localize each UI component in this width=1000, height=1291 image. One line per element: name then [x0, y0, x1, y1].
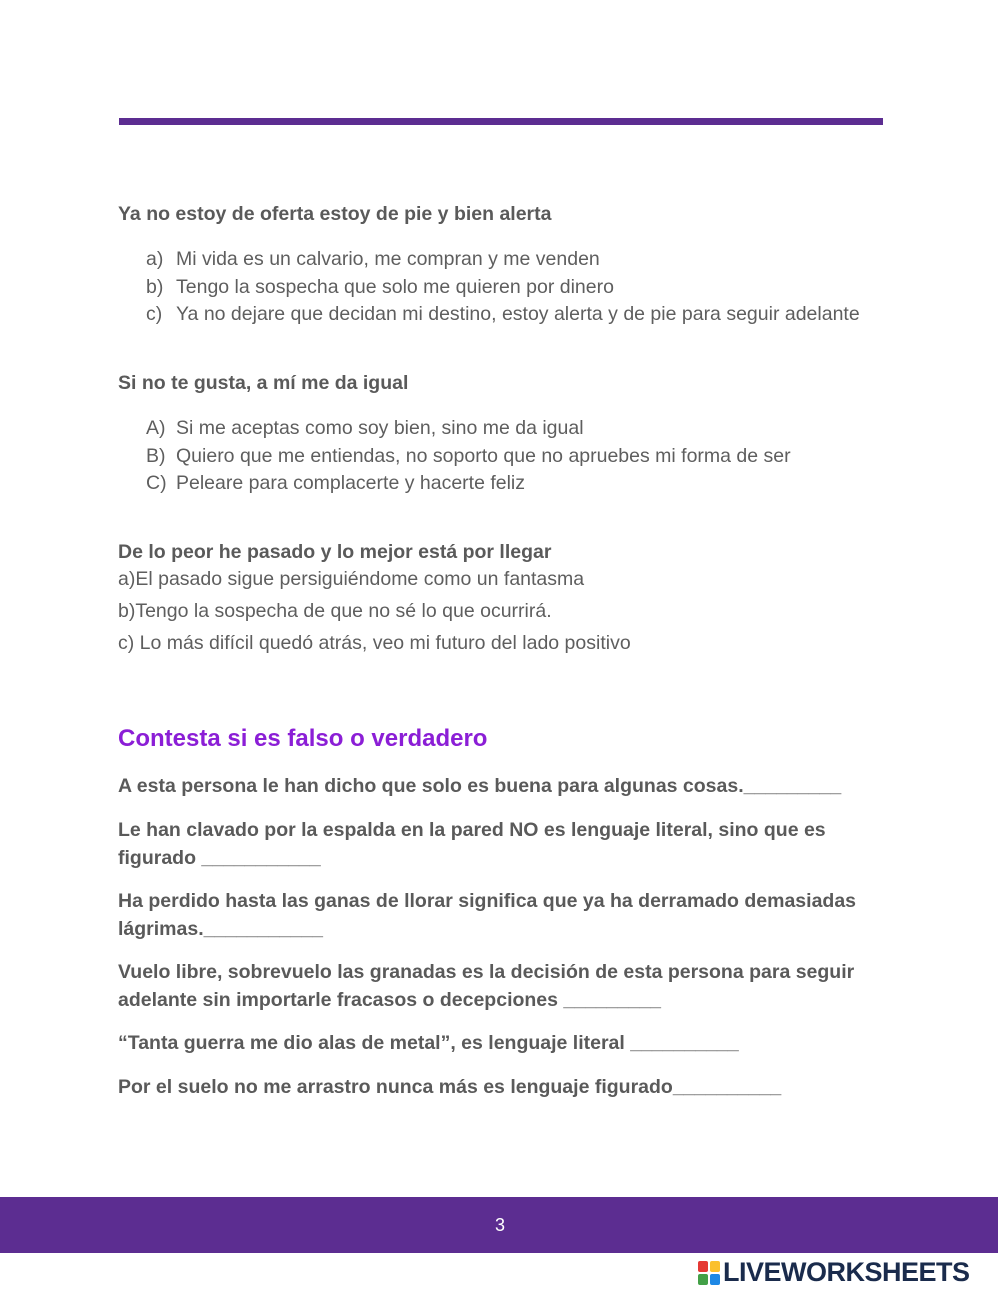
option-item: [146, 301, 866, 329]
liveworksheets-logo: [698, 1257, 970, 1288]
question-3-option-b: b)Tengo la sospecha de que no sé lo que ocurrirá.: [118, 600, 552, 622]
option-item: [146, 470, 866, 498]
question-1-title: Ya no estoy de oferta estoy de pie y bien alerta: [118, 203, 552, 225]
option-text: Peleare para complacerte y hacerte feliz: [176, 472, 526, 494]
option-item: [146, 443, 866, 471]
option-text: Mi vida es un calvario, me compran y me venden: [176, 248, 600, 270]
option-marker: B): [146, 444, 166, 467]
question-2-title: Si no te gusta, a mí me da igual: [118, 372, 409, 394]
tf-statement-5: “Tanta guerra me dio alas de metal”, es lenguaje literal __________: [118, 1032, 739, 1054]
liveworksheets-logo-icon: [698, 1261, 720, 1285]
option-item: [146, 274, 866, 302]
question-2-options: [146, 415, 866, 498]
option-text: Tengo la sospecha que solo me quieren por dinero: [176, 275, 614, 298]
tf-statement-2: Le han clavado por la espalda en la pared NO es lenguaje literal, sino que es figurado ___________: [118, 819, 826, 869]
tf-statement-1: A esta persona le han dicho que solo es buena para algunas cosas._________: [118, 775, 842, 797]
question-3-title: De lo peor he pasado y lo mejor está por llegar: [118, 541, 552, 563]
liveworksheets-logo-text: LIVEWORKSHEETS: [723, 1257, 970, 1287]
tf-statement-6: Por el suelo no me arrastro nunca más es lenguaje figurado__________: [118, 1076, 782, 1098]
top-divider: [119, 118, 883, 125]
option-marker: C): [146, 472, 167, 494]
option-marker: c): [146, 303, 163, 325]
tf-statement-4: Vuelo libre, sobrevuelo las granadas es la decisión de esta persona para seguir adelante sin importarle fracasos o decepciones _________: [118, 961, 855, 1011]
option-text: Si me aceptas como soy bien, sino me da igual: [176, 417, 584, 439]
tf-statement-3: Ha perdido hasta las ganas de llorar significa que ya ha derramado demasiadas lágrimas.___________: [118, 890, 857, 940]
option-item: [146, 246, 866, 274]
option-item: [146, 415, 866, 443]
page-number: 3: [494, 1215, 505, 1235]
option-marker: b): [146, 275, 164, 298]
true-false-heading: Contesta si es falso o verdadero: [118, 725, 488, 752]
option-marker: A): [146, 417, 166, 439]
option-text: Quiero que me entiendas, no soporto que no apruebes mi forma de ser: [176, 444, 791, 467]
question-3-option-c: c) Lo más difícil quedó atrás, veo mi futuro del lado positivo: [118, 632, 631, 654]
option-text: Ya no dejare que decidan mi destino, estoy alerta y de pie para seguir adelante: [176, 303, 860, 325]
question-1-options: [146, 246, 866, 329]
option-marker: a): [146, 248, 164, 270]
question-3-option-a: a)El pasado sigue persiguiéndome como un fantasma: [118, 568, 585, 590]
